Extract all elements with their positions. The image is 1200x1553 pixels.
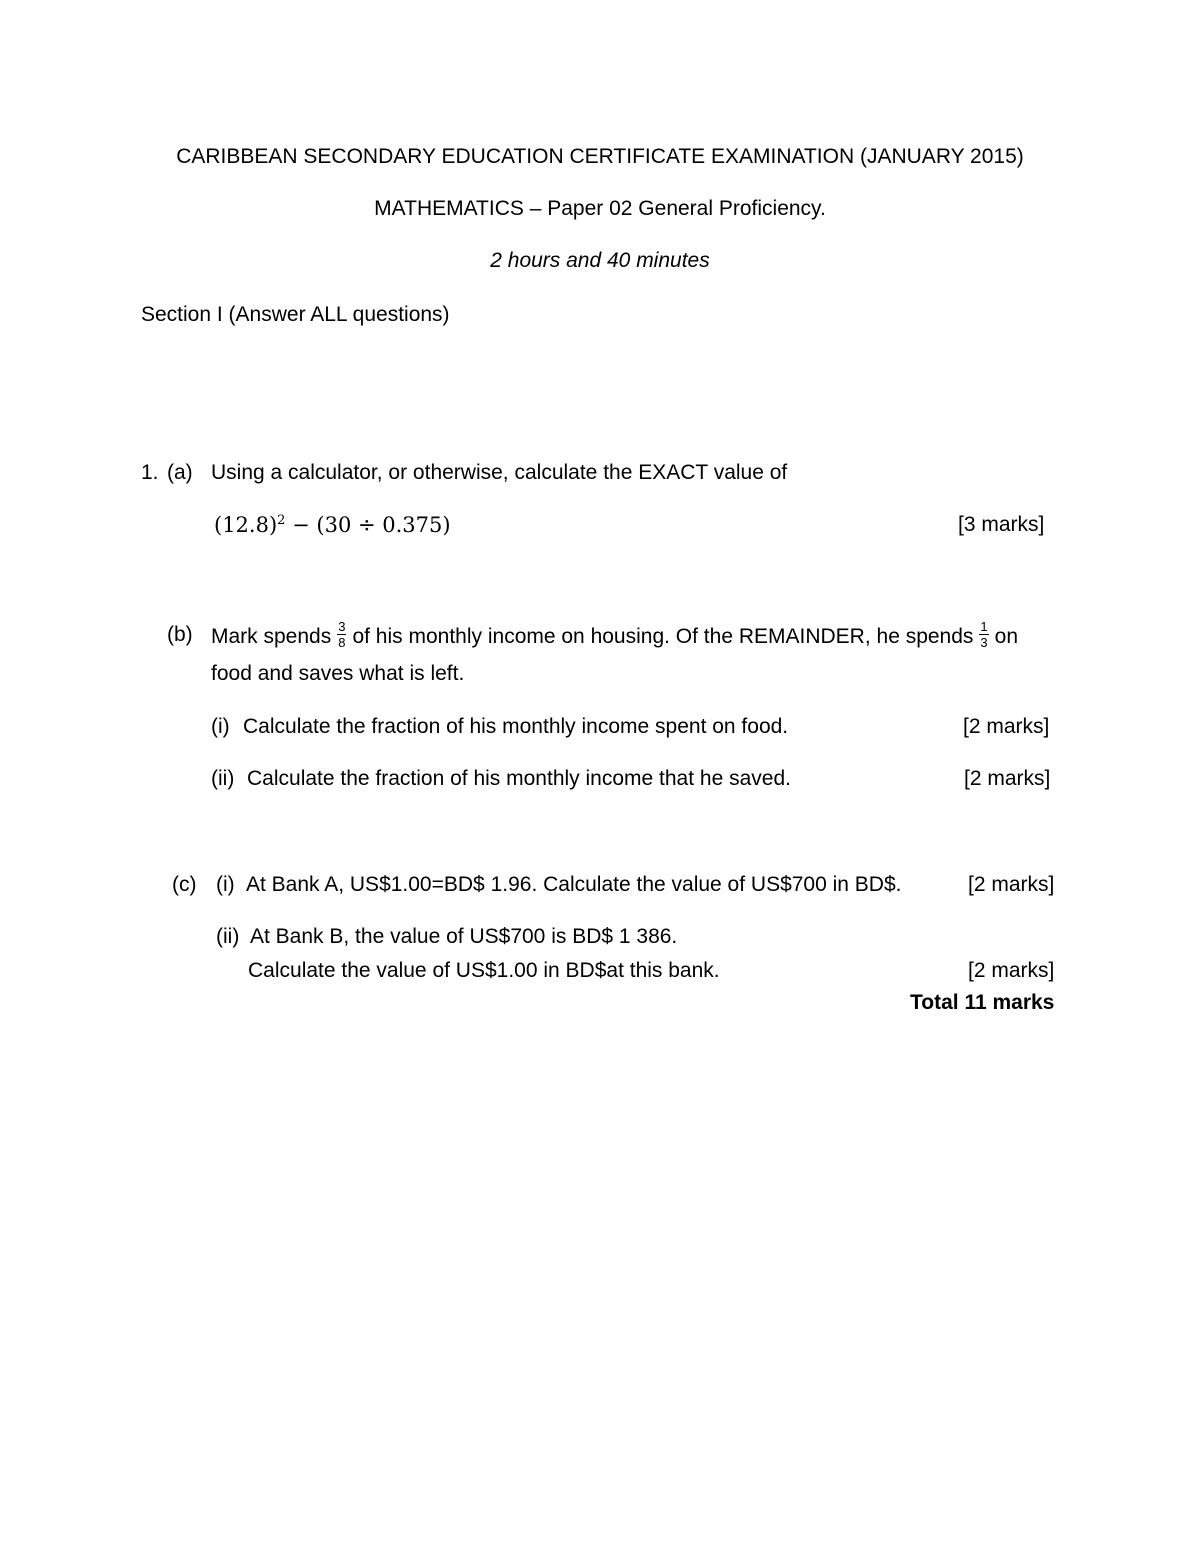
fraction-denominator: 3 (980, 635, 988, 650)
part-b-ii-marks: [2 marks] (964, 767, 1051, 790)
part-c-ii-text-2: Calculate the value of US$1.00 in BD$at this bank. (248, 959, 720, 982)
question-number: 1. (141, 461, 159, 484)
part-b-i-marks: [2 marks] (963, 715, 1050, 738)
exam-title: CARIBBEAN SECONDARY EDUCATION CERTIFICATE EXAMINATION (JANUARY 2015) (176, 145, 1024, 168)
expression-exponent: 2 (277, 513, 286, 528)
part-c-i-marks: [2 marks] (968, 873, 1055, 896)
part-b-text-line2: food and saves what is left. (211, 662, 465, 685)
paper-title: MATHEMATICS – Paper 02 General Proficiency. (374, 197, 826, 220)
part-c-i-label: (i) (216, 873, 235, 896)
part-b-text-line1 (211, 619, 1019, 653)
part-b-label: (b) (167, 623, 193, 646)
part-c-ii-marks: [2 marks] (968, 959, 1055, 982)
fraction-numerator: 1 (980, 619, 988, 634)
fraction-denominator: 8 (338, 635, 346, 650)
part-a-label: (a) (167, 461, 193, 484)
part-c-ii-label: (ii) (216, 925, 240, 948)
part-b-ii-label: (ii) (211, 767, 235, 790)
part-c-i-text: At Bank A, US$1.00=BD$ 1.96. Calculate the value of US$700 in BD$. (246, 873, 902, 896)
part-b-i-text: Calculate the fraction of his monthly income spent on food. (243, 715, 789, 738)
part-a-expression (214, 512, 451, 538)
total-marks: Total 11 marks (910, 991, 1055, 1014)
part-b-text-2: of his monthly income on housing. Of the REMAINDER, he spends (352, 625, 974, 649)
part-a-marks: [3 marks] (958, 513, 1045, 536)
part-b-text-3: on (994, 625, 1019, 649)
part-b-text-1: Mark spends (211, 625, 332, 649)
section-heading: Section I (Answer ALL questions) (141, 303, 450, 326)
exam-duration: 2 hours and 40 minutes (490, 249, 710, 272)
part-b-i-label: (i) (211, 715, 230, 738)
expression-base: (12.8) (214, 513, 278, 537)
fraction-one-third (979, 619, 988, 650)
part-a-text: Using a calculator, or otherwise, calculate the EXACT value of (211, 461, 788, 484)
fraction-three-eighths (337, 619, 346, 650)
part-c-ii-text-1: At Bank B, the value of US$700 is BD$ 1 386. (250, 925, 678, 948)
expression-rest: − (30 ÷ 0.375) (285, 513, 451, 537)
part-c-label: (c) (172, 873, 197, 896)
part-b-ii-text: Calculate the fraction of his monthly income that he saved. (247, 767, 791, 790)
fraction-numerator: 3 (338, 619, 346, 634)
